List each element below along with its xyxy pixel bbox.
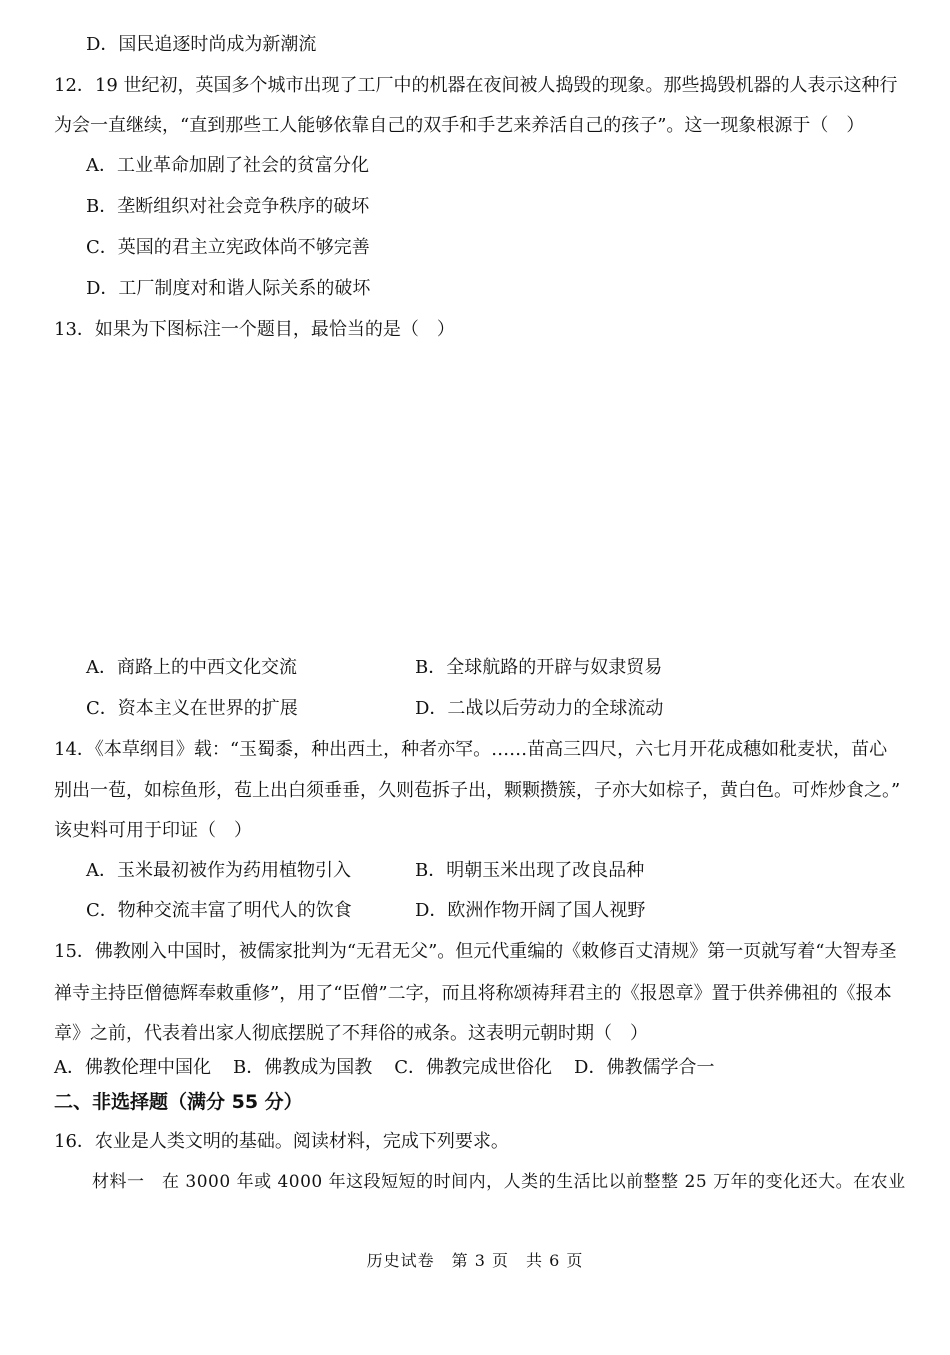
q15-stem-line2: 禅寺主持臣僧德辉奉敕重修”，用了“臣僧”二字，而且将称颂祷拜君主的《报恩章》置于供养佛祖的《报本 [54, 983, 892, 1004]
q12-stem-line2: 为会一直继续，“直到那些工人能够依靠自己的双手和手艺来养活自己的孩子”。这一现象根源于（ ） [54, 115, 865, 136]
q15-option-d: D．佛教儒学合一 [574, 1057, 715, 1078]
q16-material1: 材料一 在 3000 年或 4000 年这段短短的时间内，人类的生活比以前整整 25 万年的变化还大。在农业 [92, 1172, 906, 1192]
section-heading-non-choice: 二、非选择题（满分 55 分） [54, 1091, 303, 1113]
q12-option-d: D．工厂制度对和谐人际关系的破坏 [86, 278, 371, 299]
q15-option-b: B．佛教成为国教 [233, 1057, 373, 1078]
q12-option-c: C．英国的君主立宪政体尚不够完善 [86, 237, 370, 258]
q14-option-d: D．欧洲作物开阔了国人视野 [415, 900, 646, 921]
q13-stem: 13．如果为下图标注一个题目，最恰当的是（ ） [54, 319, 455, 340]
q14-option-a: A．玉米最初被作为药用植物引入 [86, 860, 351, 881]
q14-option-c: C．物种交流丰富了明代人的饮食 [86, 900, 352, 921]
page-footer: 历史试卷 第 3 页 共 6 页 [366, 1251, 584, 1270]
q15-stem-line3: 章》之前，代表着出家人彻底摆脱了不拜俗的戒条。这表明元朝时期（ ） [54, 1023, 648, 1044]
q12-option-a: A．工业革命加剧了社会的贫富分化 [86, 155, 369, 176]
q14-stem-line3: 该史料可用于印证（ ） [54, 820, 252, 841]
q15-option-c: C．佛教完成世俗化 [394, 1057, 553, 1078]
q15-options-row [54, 1056, 736, 1080]
q11-option-d: D．国民追逐时尚成为新潮流 [86, 34, 317, 55]
q12-stem-line1: 12．19 世纪初，英国多个城市出现了工厂中的机器在夜间被人捣毁的现象。那些捣毁机器的人表示这种行 [54, 75, 898, 96]
q13-option-a: A．商路上的中西文化交流 [86, 657, 297, 678]
q15-stem-line1: 15．佛教刚入中国时，被儒家批判为“无君无父”。但元代重编的《敕修百丈清规》第一页就写着“大智寿圣 [54, 941, 897, 962]
q13-option-c: C．资本主义在世界的扩展 [86, 698, 298, 719]
q13-figure-placeholder [54, 350, 896, 650]
q15-option-a: A．佛教伦理中国化 [54, 1057, 211, 1078]
q13-option-b: B．全球航路的开辟与奴隶贸易 [415, 657, 663, 678]
q14-stem-line2: 别出一苞，如棕鱼形，苞上出白须垂垂，久则苞拆子出，颗颗攒簇，子亦大如棕子，黄白色。可炸炒食之。” [54, 780, 901, 801]
q12-option-b: B．垄断组织对社会竞争秩序的破坏 [86, 196, 370, 217]
q13-option-d: D．二战以后劳动力的全球流动 [415, 698, 664, 719]
q16-stem: 16．农业是人类文明的基础。阅读材料，完成下列要求。 [54, 1131, 509, 1152]
q14-option-b: B．明朝玉米出现了改良品种 [415, 860, 645, 881]
q14-stem-line1: 14．《本草纲目》载：“玉蜀黍，种出西土，种者亦罕。……苗高三四尺，六七月开花成穗如秕麦状，苗心 [54, 739, 888, 760]
